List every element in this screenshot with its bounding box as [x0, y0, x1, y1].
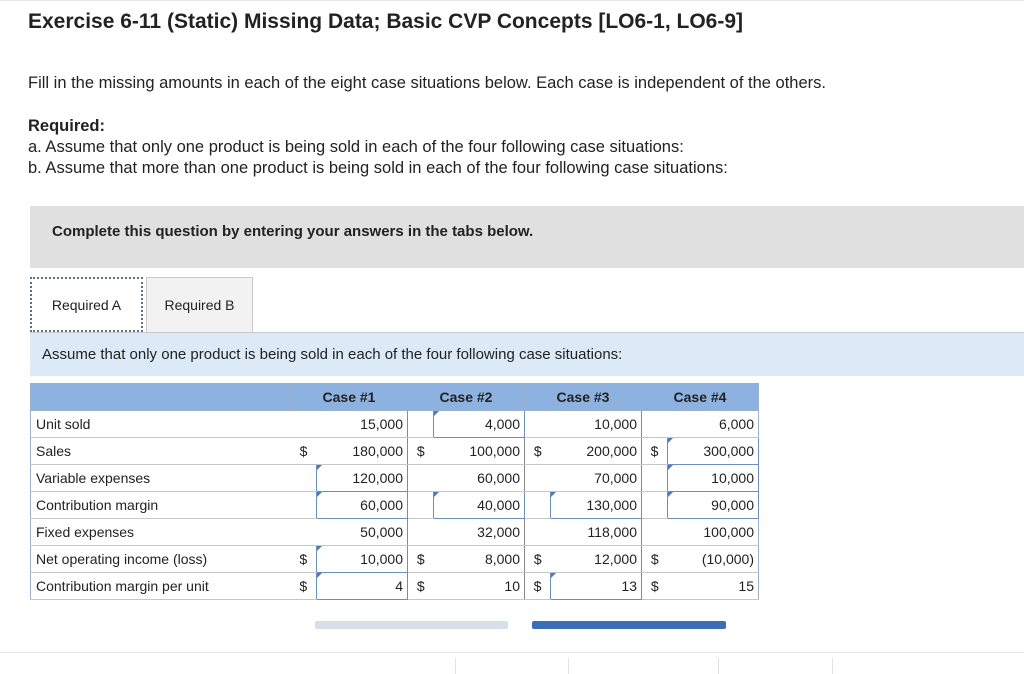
- header-case-3: Case #3: [525, 384, 642, 411]
- value-cell: 200,000: [551, 438, 642, 465]
- currency-symbol: $: [291, 546, 317, 573]
- value-cell: 118,000: [551, 519, 642, 546]
- answer-input-cell[interactable]: 120,000: [317, 465, 408, 492]
- value-cell: 100,000: [434, 438, 525, 465]
- page-title: Exercise 6-11 (Static) Missing Data; Basic CVP Concepts [LO6-1, LO6-9]: [28, 10, 744, 33]
- table-row: [31, 465, 759, 492]
- table-row: [31, 492, 759, 519]
- answer-input-cell[interactable]: 40,000: [434, 492, 525, 519]
- panel-assume-text: Assume that only one product is being sold in each of the four following case situations:: [42, 346, 623, 363]
- value-cell: 10,000: [551, 411, 642, 438]
- tab-required-b[interactable]: Required B: [146, 277, 253, 332]
- currency-symbol: $: [408, 438, 434, 465]
- value-cell: 15: [668, 573, 759, 600]
- value-cell: (10,000): [668, 546, 759, 573]
- currency-symbol: $: [642, 438, 668, 465]
- scrollbar-thumb[interactable]: [532, 621, 726, 629]
- currency-symbol: [408, 465, 434, 492]
- answer-input-cell[interactable]: 10,000: [317, 546, 408, 573]
- footer-separator: [832, 658, 833, 674]
- currency-symbol: $: [408, 573, 434, 600]
- value-cell: 50,000: [317, 519, 408, 546]
- currency-symbol: $: [642, 546, 668, 573]
- footer-divider: [0, 652, 1024, 653]
- row-label: Variable expenses: [31, 465, 291, 492]
- row-label: Sales: [31, 438, 291, 465]
- required-a-text: a. Assume that only one product is being sold in each of the four following case situations:: [28, 138, 684, 156]
- value-cell: 15,000: [317, 411, 408, 438]
- currency-symbol: [525, 465, 551, 492]
- answer-input-cell[interactable]: 13: [551, 573, 642, 600]
- cvp-table: [30, 383, 759, 600]
- required-heading: Required:: [28, 117, 106, 135]
- currency-symbol: [525, 411, 551, 438]
- row-label: Contribution margin per unit: [31, 573, 291, 600]
- answer-input-cell[interactable]: 300,000: [668, 438, 759, 465]
- answer-input-cell[interactable]: 4: [317, 573, 408, 600]
- answer-input-cell[interactable]: 90,000: [668, 492, 759, 519]
- value-cell: 180,000: [317, 438, 408, 465]
- currency-symbol: [408, 492, 434, 519]
- top-divider: [0, 0, 1024, 1]
- currency-symbol: [642, 465, 668, 492]
- scrollbar-track[interactable]: [315, 621, 508, 629]
- currency-symbol: [291, 492, 317, 519]
- table-row: [31, 438, 759, 465]
- instructions-banner: [30, 206, 1024, 268]
- footer-separator: [455, 658, 456, 674]
- row-label: Contribution margin: [31, 492, 291, 519]
- value-cell: 100,000: [668, 519, 759, 546]
- currency-symbol: $: [525, 546, 551, 573]
- currency-symbol: [642, 519, 668, 546]
- header-case-2: Case #2: [408, 384, 525, 411]
- value-cell: 70,000: [551, 465, 642, 492]
- banner-text: Complete this question by entering your answers in the tabs below.: [52, 223, 534, 240]
- currency-symbol: $: [408, 546, 434, 573]
- table-row: [31, 519, 759, 546]
- answer-input-cell[interactable]: 60,000: [317, 492, 408, 519]
- currency-symbol: [408, 411, 434, 438]
- value-cell: 10: [434, 573, 525, 600]
- header-case-1: Case #1: [291, 384, 408, 411]
- answer-input-cell[interactable]: 4,000: [434, 411, 525, 438]
- header-case-4: Case #4: [642, 384, 759, 411]
- footer-separator: [568, 658, 569, 674]
- currency-symbol: [408, 519, 434, 546]
- currency-symbol: $: [525, 438, 551, 465]
- table-header-row: [31, 384, 759, 411]
- table-row: [31, 546, 759, 573]
- value-cell: 32,000: [434, 519, 525, 546]
- row-label: Fixed expenses: [31, 519, 291, 546]
- instructions-intro: Fill in the missing amounts in each of the eight case situations below. Each case is independent of the others.: [28, 74, 826, 92]
- currency-symbol: [291, 519, 317, 546]
- currency-symbol: [525, 519, 551, 546]
- panel-header: [30, 333, 1024, 376]
- value-cell: 12,000: [551, 546, 642, 573]
- currency-symbol: $: [525, 573, 551, 600]
- required-b-text: b. Assume that more than one product is being sold in each of the four following case situations:: [28, 159, 728, 177]
- footer-separator: [718, 658, 719, 674]
- currency-symbol: [642, 411, 668, 438]
- currency-symbol: $: [291, 438, 317, 465]
- answer-input-cell[interactable]: 130,000: [551, 492, 642, 519]
- currency-symbol: [525, 492, 551, 519]
- table-row: [31, 411, 759, 438]
- currency-symbol: [642, 492, 668, 519]
- row-label: Net operating income (loss): [31, 546, 291, 573]
- currency-symbol: [291, 465, 317, 492]
- currency-symbol: $: [642, 573, 668, 600]
- value-cell: 60,000: [434, 465, 525, 492]
- currency-symbol: $: [291, 573, 317, 600]
- table-row: [31, 573, 759, 600]
- header-blank: [31, 384, 291, 411]
- value-cell: 8,000: [434, 546, 525, 573]
- row-label: Unit sold: [31, 411, 291, 438]
- tab-required-a[interactable]: Required A: [30, 277, 143, 332]
- currency-symbol: [291, 411, 317, 438]
- value-cell: 6,000: [668, 411, 759, 438]
- answer-input-cell[interactable]: 10,000: [668, 465, 759, 492]
